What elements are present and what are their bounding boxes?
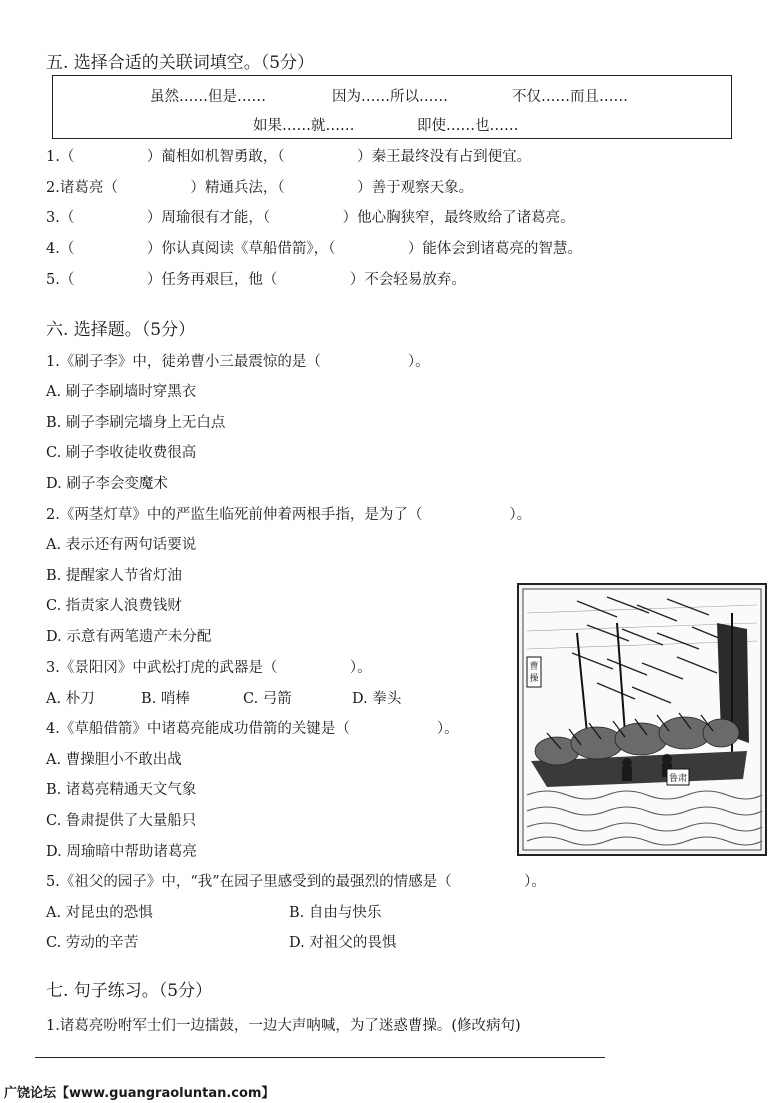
fill-item: 3.（ ）周瑜很有才能，（ ）他心胸狭窄，最终败给了诸葛亮。 [46,210,575,226]
question-stem: 3.《景阳冈》中武松打虎的武器是（ ）。 [46,660,372,676]
choice-option: B. 自由与快乐 [289,905,382,921]
straw-boat-illustration [517,583,767,856]
word-option: 不仅……而且…… [512,89,628,105]
question-stem: 4.《草船借箭》中诸葛亮能成功借箭的关键是（ ）。 [46,721,459,737]
fill-item: 2.诸葛亮（ ）精通兵法，（ ）善于观察天象。 [46,180,474,196]
choice-option: D. 周瑜暗中帮助诸葛亮 [46,844,197,860]
seal-text-bottom: 操 [529,674,539,684]
choice-option: B. 刷子李刷完墙身上无白点 [46,415,226,431]
choice-option: A. 曹操胆小不敢出战 [46,752,182,768]
choice-option: B. 提醒家人节省灯油 [46,568,182,584]
word-option: 如果……就…… [253,118,355,134]
choice-option: B. 诸葛亮精通天文气象 [46,782,197,798]
answer-line [35,1057,605,1058]
section-6-title: 六. 选择题。（5分） [46,320,196,340]
choice-option: D. 刷子李会变魔术 [46,476,168,492]
section-7-title: 七. 句子练习。（5分） [46,981,213,1001]
choice-option: D. 示意有两笔遗产未分配 [46,629,212,645]
question-stem: 1.《刷子李》中，徒弟曹小三最震惊的是（ ）。 [46,354,430,370]
question-stem: 5.《祖父的园子》中，“我”在园子里感受到的最强烈的情感是（ ）。 [46,874,546,890]
section-5-title: 五. 选择合适的关联词填空。（5分） [46,53,315,73]
word-option: 因为……所以…… [332,89,448,105]
fill-item: 1.（ ）蔺相如机智勇敢，（ ）秦王最终没有占到便宜。 [46,149,532,165]
choice-option: A. 朴刀 [46,691,95,707]
question-stem: 2.《两茎灯草》中的严监生临死前伸着两根手指，是为了（ ）。 [46,507,532,523]
choice-option: C. 弓箭 [243,691,292,707]
question-stem: 1.诸葛亮吩咐军士们一边擂鼓，一边大声呐喊，为了迷惑曹操。(修改病句) [46,1018,521,1034]
word-options-box [52,75,732,139]
choice-option: D. 对祖父的畏惧 [289,935,397,951]
choice-option: A. 刷子李刷墙时穿黑衣 [46,384,197,400]
choice-option: C. 指责家人浪费钱财 [46,598,182,614]
word-option: 即使……也…… [417,118,519,134]
name-tag-text: 鲁肃 [668,774,688,784]
choice-option: C. 刷子李收徒收费很高 [46,445,197,461]
choice-option: A. 对昆虫的恐惧 [46,905,153,921]
fill-item: 5.（ ）任务再艰巨，他（ ）不会轻易放弃。 [46,272,466,288]
choice-option: A. 表示还有两句话要说 [46,537,197,553]
choice-option: D. 拳头 [352,691,402,707]
choice-option: C. 劳动的辛苦 [46,935,139,951]
seal-text-top: 曹 [529,662,539,672]
word-option: 虽然……但是…… [150,89,266,105]
footer-source: 广饶论坛【www.guangraoluntan.com】 [4,1086,275,1101]
choice-option: C. 鲁肃提供了大量船只 [46,813,197,829]
choice-option: B. 哨棒 [141,691,190,707]
fill-item: 4.（ ）你认真阅读《草船借箭》，（ ）能体会到诸葛亮的智慧。 [46,241,582,257]
